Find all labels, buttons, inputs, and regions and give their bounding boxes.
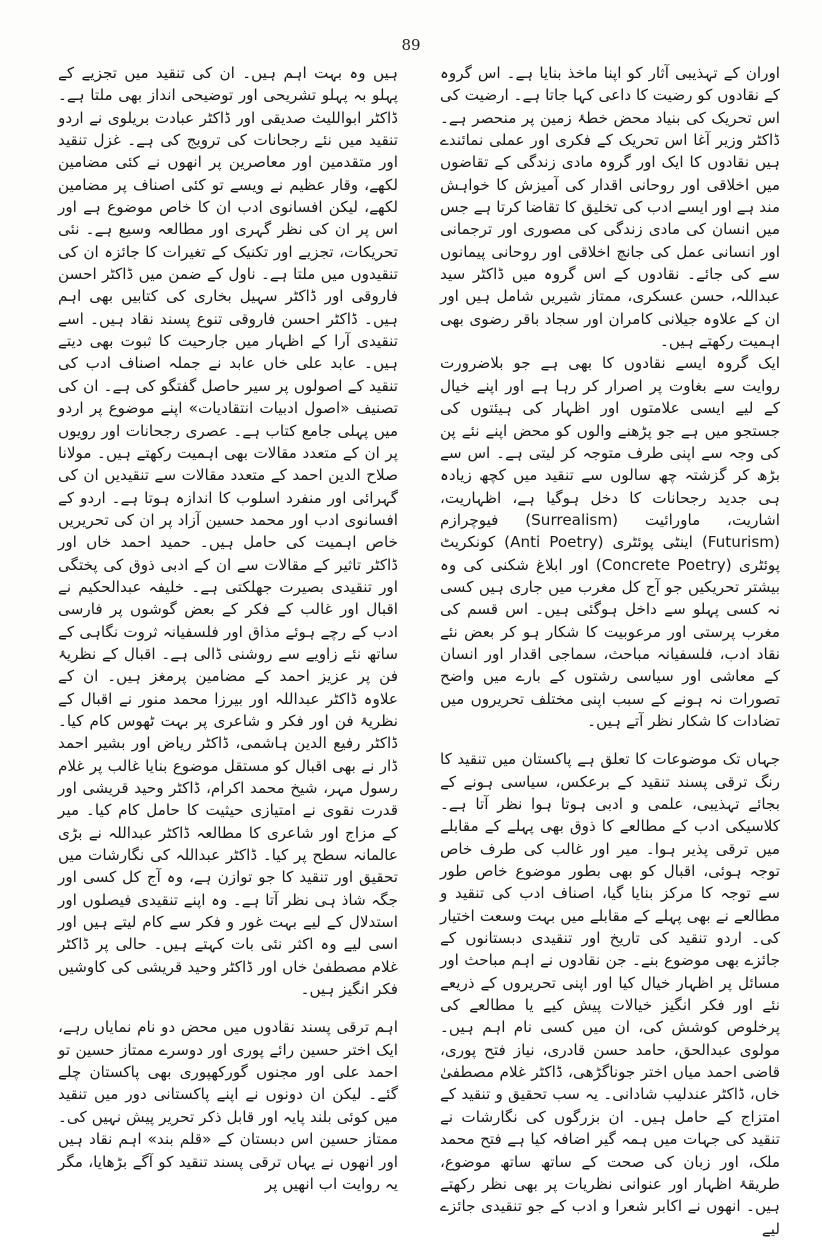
- paragraph-gap: [58, 1000, 398, 1016]
- paragraph: جہاں تک موضوعات کا تعلق ہے پاکستان میں تنقید کا رنگ ترقی پسند تنقید کے برعکس، سیاسی ہونے کے بجائے تہذیبی، علمی و ادبی ہوتا ہوا نظر آتا ہے۔ کلاسیکی ادب کے مطالعے کا ذوق بھی پہلے کے مقابلے میں ترقی پذیر ہوا۔ میر اور غالب کی طرف خاص توجہ ہوئی، اقبال کو بھی بطور موضوع خاص طور سے توجہ کا مرکز بنایا گیا، اصناف ادب کی تنقید و مطالعے نے بھی پہلے کے مقابلے میں بہت وسعت اختیار کی۔ اردو تنقید کی تاریخ اور تنقیدی دبستانوں کے جائزے بھی موضوع بنے۔ جن نقادوں نے اہم مباحث اور مسائل پر اظہار خیال کیا اور اپنی تحریروں کے ذریعے نئے اور فکر انگیز خیالات پیش کیے یا مطالعے کی پرخلوص کوشش کی، ان میں کسی نام اہم ہیں۔ مولوی عبدالحق، حامد حسن قادری، نیاز فتح پوری، قاضی احمد میاں اختر جوناگڑھی، ڈاکٹر غلام مصطفیٰ خاں، ڈاکٹر عندلیب شادانی۔ یہ سب تحقیق و تنقید کے امتزاج کے حامل ہیں۔ ان بزرگوں کی نگارشات نے تنقید کی جہات میں ہمہ گیر اضافہ کیا ہے فتح محمد ملک، اور زبان کی صحت کے ساتھ ساتھ موضوع، طریقۂ اظہار اور عنوانی نظریات پر بھی نظر رکھتے ہیں۔ انھوں نے اکابر شعرا و ادب کے جو تنقیدی جائزے لیے: [440, 750, 780, 1238]
- paragraph-gap: [440, 732, 780, 748]
- paragraph: ہیں وہ بہت اہم ہیں۔ ان کی تنقید میں تجزیے کے پہلو بہ پہلو تشریحی اور توضیحی انداز بھی ملتا ہے۔ ڈاکٹر ابواللیث صدیقی اور ڈاکٹر عبادت بریلوی نے اردو تنقید میں نئے رجحانات کی ترویج کی ہے۔ غزل تنقید اور متقدمین اور معاصرین پر انھوں نے کئی مضامین لکھے، وقار عظیم نے ویسے تو کئی اصناف پر مضامین لکھے، لیکن افسانوی ادب ان کا خاص موضوع ہے اور اس پر ان کی نظر گہری اور مطالعہ وسیع ہے۔ نئی تحریکات، تجزیے اور تکنیک کے تغیرات کا جائزہ ان کی تنقیدوں میں ملتا ہے۔ ناول کے ضمن میں ڈاکٹر احسن فاروقی اور ڈاکٹر سہیل بخاری کی کتابیں بھی اہم ہیں۔ ڈاکٹر احسن فاروقی تنوع پسند نقاد ہیں۔ اسے تنقیدی آرا کے اظہار میں جارحیت کا ثبوت بھی دیتے ہیں۔ عابد علی خاں عابد نے جملہ اصناف ادب کی تنقید کے اصولوں پر سیر حاصل گفتگو کی ہے۔ ان کی تصنیف «اصول ادبیات انتقادیات» اپنے موضوع پر اردو میں پہلی جامع کتاب ہے۔ عصری رجحانات اور رویوں پر ان کے متعدد مقالات بھی اہمیت رکھتے ہیں۔ مولانا صلاح الدین احمد کے متعدد مقالات سے تنقیدیں ان کی گہرائی اور منفرد اسلوب کا اندازہ ہوتا ہے۔ اردو کے افسانوی ادب اور محمد حسین آزاد پر ان کی تحریریں خاص اہمیت کی حامل ہیں۔ حمید احمد خاں اور ڈاکٹر تاثیر کے مقالات سے ان کے ادبی ذوق کی پختگی اور تنقیدی بصیرت جھلکتی ہے۔ خلیفہ عبدالحکیم نے اقبال اور غالب کے فکر کے بعض گوشوں پر فارسی ادب کے رچے ہوئے مذاق اور فلسفیانہ ثروت نگاہی کے ساتھ نئے زاویے سے روشنی ڈالی ہے۔ اقبال کے نظریۂ فن پر عزیز احمد کے مضامین پرمغز ہیں۔ ان کے علاوہ ڈاکٹر عبداللہ اور بیرزا محمد منور نے اقبال کے نظریۂ فن اور فکر و شاعری پر بہت ٹھوس کام کیا۔ ڈاکٹر رفیع الدین ہاشمی، ڈاکٹر ریاض اور بشیر احمد ڈار نے بھی اقبال کو مستقل موضوع بنایا غالب پر غلام رسول مہر، شیخ محمد اکرام، ڈاکٹر وحید قریشی اور قدرت نقوی نے امتیازی حیثیت کا حامل کام کیا۔ میر کے مزاج اور شاعری کا مطالعہ ڈاکٹر عبداللہ نے بڑی عالمانہ سطح پر کیا۔ ڈاکٹر عبداللہ کی نگارشات میں تحقیق اور تنقید کا جو توازن ہے، وہ آج کل کسی اور جگہ شاذ ہی نظر آتا ہے۔ وہ اپنے تنقیدی فیصلوں اور استدلال کے لیے بہت غور و فکر سے کام لیتے ہیں اور اسی لیے وہ اکثر نئی بات کہتے ہیں۔ حالی پر ڈاکٹر غلام مصطفیٰ خاں اور ڈاکٹر وحید قریشی کی کاوشیں فکر انگیز ہیں۔: [58, 64, 398, 999]
- paragraph: ایک گروہ ایسے نقادوں کا بھی ہے جو بلاضرورت روایت سے بغاوت پر اصرار کر رہا ہے اور اپنے خیال کے لیے ایسی علامتوں اور اظہار کی ہیئتوں کی جستجو میں ہے جو پڑھنے والوں کو محض اپنے نئے پن کی وجہ سے اپنی طرف متوجہ کر لیتی ہے۔ اس سے بڑھ کر گزشتہ چھ سالوں سے تنقید میں کچھ زیادہ ہی جدید رجحانات کا دخل ہوگیا ہے، اظہاریت، اشاریت، ماورائیت (Surrealism) فیوچرازم (Futurism) اینٹی پوئٹری (Anti Poetry) کونکریٹ پوئٹری (Concrete Poetry) اور ابلاغ شکنی کی وہ بیشتر تحریکیں جو آج کل مغرب میں جاری ہیں کسی نہ کسی پہلو سے داخل ہوگئی ہیں۔ اس قسم کی مغرب پرستی اور مرعوبیت کا شکار ہو کر بعض نئے نقاد ادب، فلسفیانہ مباحث، سماجی اقدار اور انسان کے معاشی اور سیاسی رشتوں کے بارے میں واضح تصورات نہ ہونے کے سبب اپنی مختلف تحریروں میں تضادات کا شکار نظر آتے ہیں۔: [440, 354, 781, 730]
- paragraph: اہم ترقی پسند نقادوں میں محض دو نام نمایاں رہے، ایک اختر حسین رائے پوری اور دوسرے ممتاز حسین تو احمد علی اور مجنوں گورکھپوری بھی پاکستان چلے گئے۔ لیکن ان دونوں نے اپنے پاکستانی دور میں تنقید میں کوئی بلند پایہ اور قابل ذکر تحریر پیش نہیں کی۔ ممتاز حسین اس دبستان کے «قلم بند» اہم نقاد ہیں اور انھوں نے یہاں ترقی پسند تنقید کو آگے بڑھایا، مگر یہ روایت اب انھیں پر: [58, 1018, 398, 1193]
- right-column: [440, 62, 781, 1238]
- page-number: 89: [401, 36, 421, 54]
- paragraph: اوران کے تہذیبی آثار کو اپنا ماخذ بنایا ہے۔ اس گروہ کے نقادوں کو رضیت کا داعی کہا جاتا ہے۔ ارضیت کی اس تحریک کی بنیاد محض خطۂ زمین پر منحصر ہے۔ ڈاکٹر وزیر آغا اس تحریک کے فکری اور عملی نمائندے ہیں نقادوں کا ایک اور گروہ مادی زندگی کے تقاضوں میں اخلاقی اور روحانی اقدار کی آمیزش کا خواہش مند ہے اور ایسے ادب کی تخلیق کا تقاضا کرتا ہے جس میں انسان کی مادی زندگی کی مصوری اور ترجمانی اور انسانی عمل کی جانچ اخلاقی اور روحانی پیمانوں سے کی جائے۔ نقادوں کے اس گروہ میں ڈاکٹر سید عبداللہ، حسن عسکری، ممتاز شیریں شامل ہیں اور ان کے علاوہ جیلانی کامران اور سجاد باقر رضوی بھی اہمیت رکھتے ہیں۔: [440, 64, 780, 351]
- left-column: [58, 62, 398, 1193]
